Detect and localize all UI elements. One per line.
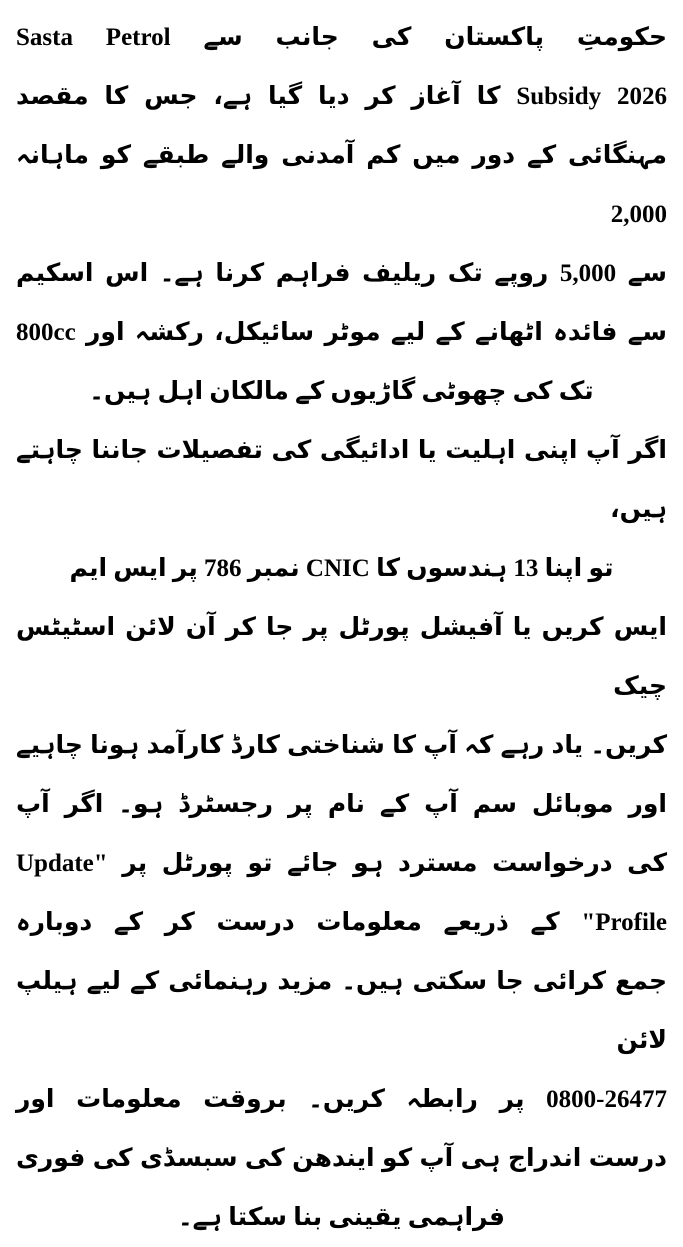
text-line: Subsidy 2026 کا آغاز کر دیا گیا ہے، جس کا مقصد xyxy=(16,83,667,110)
text-line: فراہمی یقینی بنا سکتا ہے۔ xyxy=(178,1204,505,1231)
text-line: Profile" کے ذریعے معلومات درست کر کے دوبارہ xyxy=(16,909,667,936)
text-line: تک کی چھوٹی گاڑیوں کے مالکان اہل ہیں۔ xyxy=(89,378,594,405)
text-line: اگر آپ اپنی اہلیت یا ادائیگی کی تفصیلات جاننا چاہتے ہیں، xyxy=(16,437,667,523)
text-line: درست اندراج ہی آپ کو ایندھن کی سبسڈی کی فوری xyxy=(16,1145,667,1172)
text-line: ایس کریں یا آفیشل پورٹل پر جا کر آن لائن اسٹیٹس چیک xyxy=(16,614,667,700)
text-line: حکومتِ پاکستان کی جانب سے Sasta Petrol xyxy=(16,24,667,51)
text-line: مہنگائی کے دور میں کم آمدنی والے طبقے کو ماہانہ 2,000 xyxy=(16,142,667,228)
text-line: کریں۔ یاد رہے کہ آپ کا شناختی کارڈ کارآمد ہونا چاہیے xyxy=(16,732,667,759)
text-line: 0800-26477 پر رابطہ کریں۔ بروقت معلومات اور xyxy=(16,1086,667,1113)
text-line: تو اپنا 13 ہندسوں کا CNIC نمبر 786 پر ایس ایم xyxy=(69,555,614,582)
text-line: جمع کرائی جا سکتی ہیں۔ مزید رہنمائی کے لیے ہیلپ لائن xyxy=(16,968,667,1054)
text-line: کی درخواست مسترد ہو جائے تو پورٹل پر "Update xyxy=(16,850,667,877)
text-line: سے فائدہ اٹھانے کے لیے موٹر سائیکل، رکشہ اور 800cc xyxy=(16,319,667,346)
text-line: اور موبائل سم آپ کے نام پر رجسٹرڈ ہو۔ اگر آپ xyxy=(16,791,667,818)
text-line: سے 5,000 روپے تک ریلیف فراہم کرنا ہے۔ اس اسکیم xyxy=(16,260,667,287)
